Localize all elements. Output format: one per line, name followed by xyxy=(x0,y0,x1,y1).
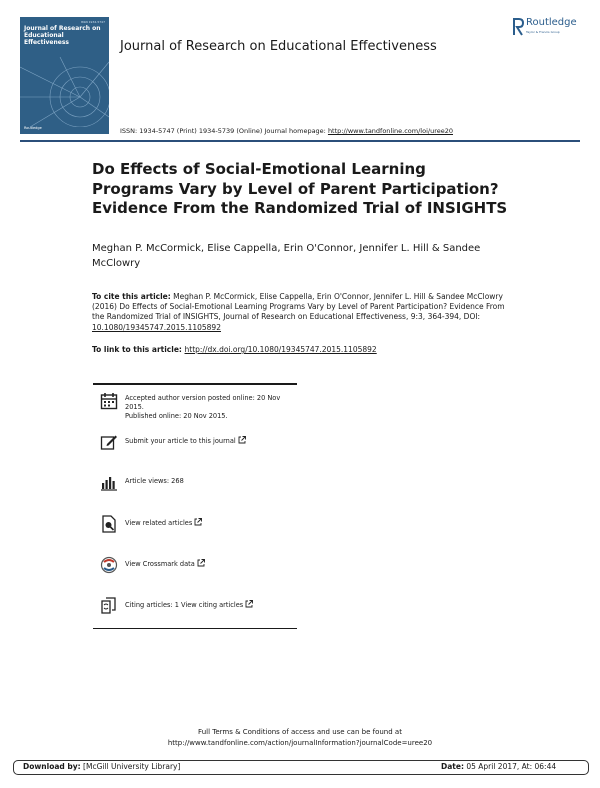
citing-articles-link[interactable] xyxy=(100,597,300,617)
issn-line xyxy=(120,127,453,135)
journal-cover xyxy=(20,17,109,134)
citing-row xyxy=(125,600,300,610)
header-rule xyxy=(20,140,580,142)
download-date-label: Date: xyxy=(441,762,464,771)
external-link-icon xyxy=(245,600,253,608)
bar-chart-icon xyxy=(100,474,118,492)
downloaded-by-label: Download by: xyxy=(23,762,81,771)
citation-label: To cite this article: xyxy=(92,292,171,301)
crossmark-row xyxy=(125,559,300,569)
link-label: To link to this article: xyxy=(92,345,185,354)
citing-icon xyxy=(100,597,118,615)
download-date xyxy=(441,762,556,771)
article-authors: Meghan P. McCormick, Elise Cappella, Erin O'Connor, Jennifer L. Hill & Sandee McClowry xyxy=(92,243,481,269)
cover-art xyxy=(20,57,109,127)
external-link-icon xyxy=(238,436,246,444)
submit-row xyxy=(125,436,300,446)
submit-article-link[interactable] xyxy=(100,433,300,453)
journal-name: Journal of Research on Educational Effectiveness xyxy=(120,39,437,54)
downloaded-by-value: [McGill University Library] xyxy=(80,762,181,771)
citation-text: Meghan P. McCormick, Elise Cappella, Erin O'Connor, Jennifer L. Hill & Sandee McClowry (2016) Do Effects of Social-Emotional Learning Programs Vary by Level of Parent Participation? Evidence From the Randomized Trial of INSIGHTS, Journal of Research on Educational Effectiveness, 9:3, 364-394, DOI: xyxy=(92,292,505,322)
external-link-icon xyxy=(194,518,202,526)
download-date-value: 05 April 2017, At: 06:44 xyxy=(463,762,557,771)
panel-bottom-rule xyxy=(93,628,297,629)
logo-tagline: Taylor & Francis Group xyxy=(526,30,560,34)
citation-doi-link[interactable]: 10.1080/19345747.2015.1105892 xyxy=(92,322,221,332)
cover-title: Journal of Research on Educational Effectiveness xyxy=(24,25,101,46)
cover-code: ISSN 1934-5747 xyxy=(80,20,105,24)
citation xyxy=(92,292,512,333)
dates-text xyxy=(125,394,300,421)
crossmark-link[interactable] xyxy=(100,556,300,576)
article-url-link[interactable]: http://dx.doi.org/10.1080/19345747.2015.1105892 xyxy=(184,345,377,354)
article-views xyxy=(100,474,300,494)
submit-label: Submit your article to this journal xyxy=(125,437,236,445)
issn-text: ISSN: 1934-5747 (Print) 1934-5739 (Online) Journal homepage: xyxy=(120,127,328,135)
external-link-icon xyxy=(197,559,205,567)
article-title: Do Effects of Social-Emotional Learning Programs Vary by Level of Parent Participation? Evidence From the Randomized Trial of INSIGHTS xyxy=(92,160,508,217)
related-row xyxy=(125,518,300,528)
edit-icon xyxy=(100,433,118,451)
crossmark-icon xyxy=(100,556,118,574)
crossmark-label: View Crossmark data xyxy=(125,560,195,568)
views-label: Article views: 268 xyxy=(125,477,184,485)
cover-publisher-mark: Routledge xyxy=(24,126,42,130)
published-date: Published online: 20 Nov 2015. xyxy=(125,412,228,420)
accepted-date: Accepted author version posted online: 20 Nov 2015. xyxy=(125,394,281,411)
panel-top-rule xyxy=(93,383,297,385)
logo-name: Routledge xyxy=(526,17,577,28)
search-doc-icon xyxy=(100,515,118,533)
terms-link[interactable]: http://www.tandfonline.com/action/journalInformation?journalCode=uree20 xyxy=(167,739,433,747)
citing-label: Citing articles: 1 View citing articles xyxy=(125,601,244,609)
download-info-bar xyxy=(13,760,589,775)
publisher-logo xyxy=(512,17,586,39)
publication-dates xyxy=(100,392,300,424)
calendar-icon xyxy=(100,392,118,410)
terms-text: Full Terms & Conditions of access and use can be found at xyxy=(198,728,402,736)
related-label: View related articles xyxy=(125,519,193,527)
related-articles-link[interactable] xyxy=(100,515,300,535)
downloaded-by xyxy=(23,762,180,771)
terms-footer xyxy=(100,727,500,749)
routledge-icon xyxy=(512,18,524,36)
journal-homepage-link[interactable]: http://www.tandfonline.com/loi/uree20 xyxy=(327,127,453,135)
link-to-article xyxy=(92,345,512,354)
